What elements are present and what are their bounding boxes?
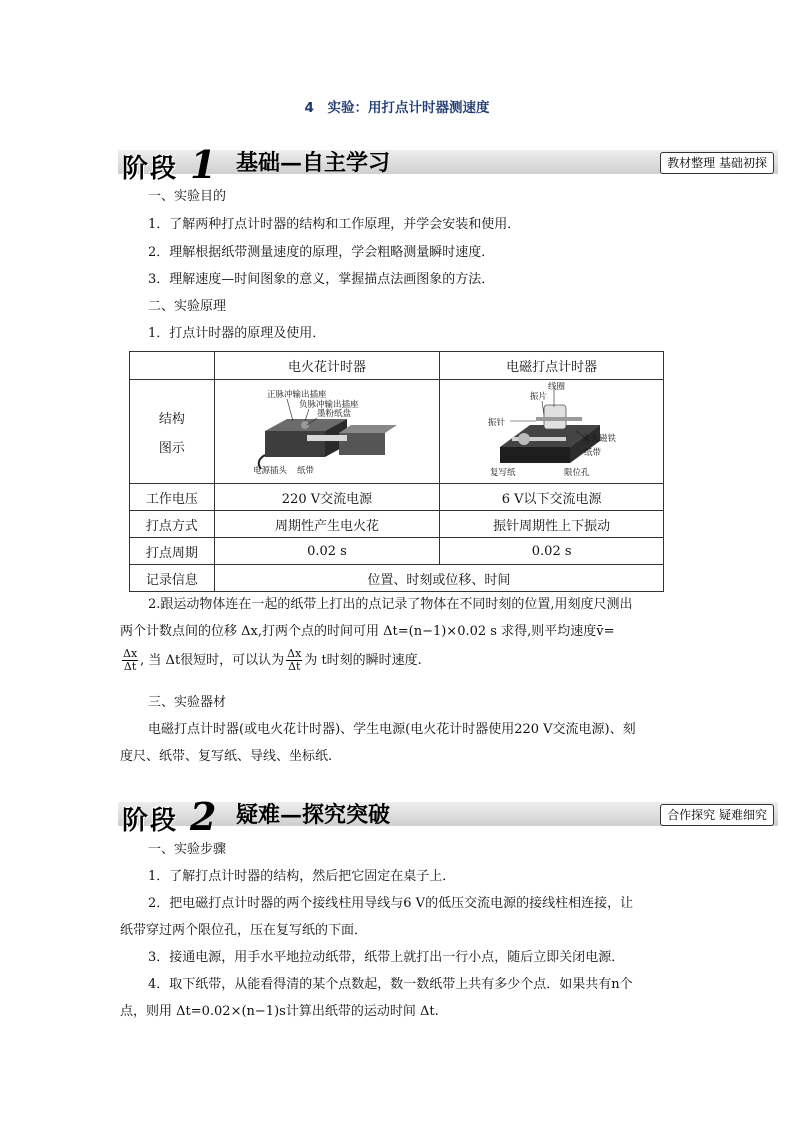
stage-number: 1 <box>190 142 217 187</box>
leader-line <box>287 399 293 421</box>
table-row <box>130 511 664 538</box>
carbon-paper <box>518 433 530 445</box>
principle-text: , 当 Δt很短时，可以认为 <box>140 653 285 668</box>
figure-label: 永久磁铁 <box>581 433 616 444</box>
figure-label: 墨粉纸盘 <box>316 408 351 419</box>
table-row-header: 打点方式 <box>130 511 215 538</box>
equals-sign: = <box>603 624 615 639</box>
timer-body <box>265 431 325 457</box>
principle-heading: 二、实验原理 <box>148 299 227 314</box>
base-front <box>500 447 570 463</box>
figure-label: 振针 <box>487 417 505 428</box>
figure-label: 正脉冲输出插座 <box>266 389 327 400</box>
purpose-item-3: 3．理解速度—时间图象的意义，掌握描点法画图象的方法． <box>148 272 495 287</box>
table-row-header <box>130 380 215 484</box>
figure-label: 纸带 <box>583 447 601 458</box>
electromagnetic-timer-figure <box>472 381 632 479</box>
stage-2-banner <box>118 794 778 839</box>
equipment-line-1: 电磁打点计时器(或电火花计时器)、学生电源(电火花计时器使用220 V交流电源)、刻 <box>148 722 636 737</box>
fraction-numerator: Δx <box>287 647 302 660</box>
stage-number: 2 <box>190 794 217 839</box>
principle-text: 为 t时刻的瞬时速度. <box>304 653 422 668</box>
figure-label: 电源插头 <box>252 465 287 475</box>
table-cell: 220 V交流电源 <box>214 484 440 511</box>
paper-tape <box>307 435 347 441</box>
purpose-item-2: 2．理解根据纸带测量速度的原理，学会粗略测量瞬时速度． <box>148 245 495 260</box>
table-header-spark: 电火花计时器 <box>214 352 440 380</box>
purpose-item-1: 1．了解两种打点计时器的结构和工作原理，并学会安装和使用． <box>148 217 521 232</box>
step-4-line-1: 4．取下纸带，从能看得清的某个点数起，数一数纸带上共有多少个点．如果共有n个 <box>148 977 633 992</box>
principle-item-2-line-3 <box>120 648 422 673</box>
stage-label: 阶段 <box>122 154 179 184</box>
table-row-structure <box>130 380 664 484</box>
table-cell: 周期性产生电火花 <box>214 511 440 538</box>
figure-label: 限位孔 <box>563 467 590 478</box>
step-3: 3．接通电源，用手水平地拉动纸带，纸带上就打出一行小点，随后立即关闭电源． <box>148 950 625 965</box>
step-2-line-2: 纸带穿过两个限位孔，压在复写纸的下面． <box>120 923 368 938</box>
principle-item-2-line-1: 2.跟运动物体连在一起的纸带上打出的点记录了物体在不同时刻的位置,用刻度尺测出 <box>148 597 633 612</box>
structure-label-2: 图示 <box>158 440 185 456</box>
table-row <box>130 484 664 511</box>
fraction <box>286 648 302 673</box>
figure-label: 负脉冲输出插座 <box>298 399 359 410</box>
fraction-denominator: Δt <box>123 660 137 673</box>
step-2-line-1: 2．把电磁打点计时器的两个接线柱用导线与6 V的低压交流电源的接线柱相连接，让 <box>148 896 634 911</box>
average-velocity-symbol: v̄ <box>596 624 604 639</box>
table-header-row <box>130 352 664 380</box>
table-cell: 位置、时刻或位移、时间 <box>214 565 663 592</box>
table-cell: 振针周期性上下振动 <box>440 511 664 538</box>
table-cell: 0.02 s <box>440 538 664 565</box>
timer-comparison-table <box>129 351 664 592</box>
stage-1-banner <box>118 142 778 187</box>
vibrating-reed <box>536 417 582 421</box>
fraction <box>122 648 138 673</box>
principle-item-1: 1．打点计时器的原理及使用． <box>148 326 326 341</box>
purpose-heading: 一、实验目的 <box>148 189 227 204</box>
table-row <box>130 565 664 592</box>
steps-heading: 一、实验步骤 <box>148 842 227 857</box>
figure-label: 线圈 <box>547 381 565 392</box>
paper-box-top <box>339 425 397 433</box>
stage-heading: 疑难—探究突破 <box>236 802 391 828</box>
electromagnetic-timer-figure-cell <box>440 380 664 484</box>
stage-heading: 基础—自主学习 <box>236 150 391 176</box>
fraction-denominator: Δt <box>288 660 301 673</box>
table-row <box>130 538 664 565</box>
spark-timer-figure-cell <box>214 380 440 484</box>
fraction-numerator: Δx <box>123 647 138 660</box>
figure-label: 复写纸 <box>489 467 516 478</box>
equipment-line-2: 度尺、纸带、复写纸、导线、坐标纸. <box>120 749 333 764</box>
equipment-heading: 三、实验器材 <box>148 695 227 710</box>
step-1: 1．了解打点计时器的结构，然后把它固定在桌子上． <box>148 869 456 884</box>
step-4-line-2: 点，则用 Δt=0.02×(n−1)s计算出纸带的运动时间 Δt. <box>120 1004 439 1019</box>
structure-label-1: 结构 <box>158 411 185 427</box>
table-row-header: 工作电压 <box>130 484 215 511</box>
toner-disk <box>301 421 309 429</box>
table-row-header: 记录信息 <box>130 565 215 592</box>
figure-label: 纸带 <box>296 465 314 475</box>
stage-tag: 合作探究 疑难细究 <box>660 804 774 826</box>
table-cell: 0.02 s <box>214 538 440 565</box>
principle-text: 两个计数点间的位移 Δx,打两个点的时间可用 Δt=(n−1)×0.02 s 求得,则平均速度 <box>120 624 597 639</box>
table-header-electromagnetic: 电磁打点计时器 <box>440 352 664 380</box>
page-title: 4 实验：用打点计时器测速度 <box>304 100 490 116</box>
spark-timer-figure <box>247 385 407 475</box>
figure-label: 振片 <box>529 391 547 402</box>
stage-tag: 教材整理 基础初探 <box>660 152 774 174</box>
table-cell: 6 V以下交流电源 <box>440 484 664 511</box>
principle-item-2-line-2 <box>120 623 614 641</box>
stage-label: 阶段 <box>122 806 179 836</box>
table-row-header: 打点周期 <box>130 538 215 565</box>
table-cell-empty <box>130 352 215 380</box>
